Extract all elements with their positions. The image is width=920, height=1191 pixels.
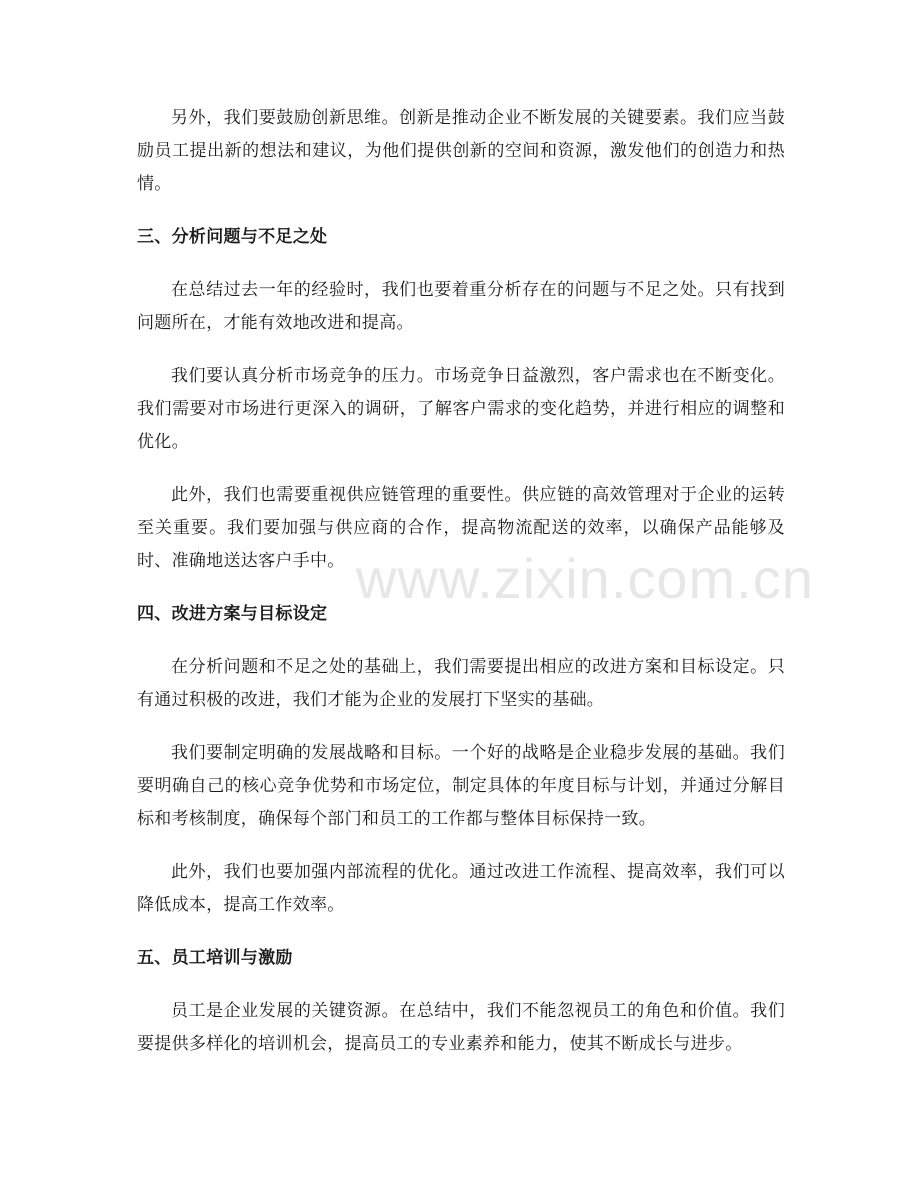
paragraph: 我们要认真分析市场竞争的压力。市场竞争日益激烈，客户需求也在不断变化。我们需要对市场进行更深入的调研，了解客户需求的变化趋势，并进行相应的调整和优化。 bbox=[137, 366, 785, 452]
watermark: www.zixin.com.cn bbox=[356, 547, 814, 610]
paragraph: 员工是企业发展的关键资源。在总结中，我们不能忽视员工的角色和价值。我们要提供多样化的培训机会，提高员工的专业素养和能力，使其不断成长与进步。 bbox=[137, 1001, 785, 1054]
paragraph: 在总结过去一年的经验时，我们也要着重分析存在的问题与不足之处。只有找到问题所在，才能有效地改进和提高。 bbox=[137, 280, 785, 333]
paragraph: 此外，我们也要加强内部流程的优化。通过改进工作流程、提高效率，我们可以降低成本，提高工作效率。 bbox=[137, 862, 785, 915]
paragraph: 此外，我们也需要重视供应链管理的重要性。供应链的高效管理对于企业的运转至关重要。我们要加强与供应商的合作，提高物流配送的效率，以确保产品能够及时、准确地送达客户手中。 bbox=[137, 485, 785, 571]
paragraph: 另外，我们要鼓励创新思维。创新是推动企业不断发展的关键要素。我们应当鼓励员工提出新的想法和建议，为他们提供创新的空间和资源，激发他们的创造力和热情。 bbox=[137, 108, 785, 194]
section-heading: 四、改进方案与目标设定 bbox=[137, 604, 328, 624]
paragraph: 在分析问题和不足之处的基础上，我们需要提出相应的改进方案和目标设定。只有通过积极的改进，我们才能为企业的发展打下坚实的基础。 bbox=[137, 657, 785, 710]
document-body bbox=[137, 102, 785, 1081]
section-heading: 三、分析问题与不足之处 bbox=[137, 227, 328, 247]
paragraph: 我们要制定明确的发展战略和目标。一个好的战略是企业稳步发展的基础。我们要明确自己的核心竞争优势和市场定位，制定具体的年度目标与计划，并通过分解目标和考核制度，确保每个部门和员工的工作都与整体目标保持一致。 bbox=[137, 743, 785, 829]
section-heading: 五、员工培训与激励 bbox=[137, 948, 293, 968]
